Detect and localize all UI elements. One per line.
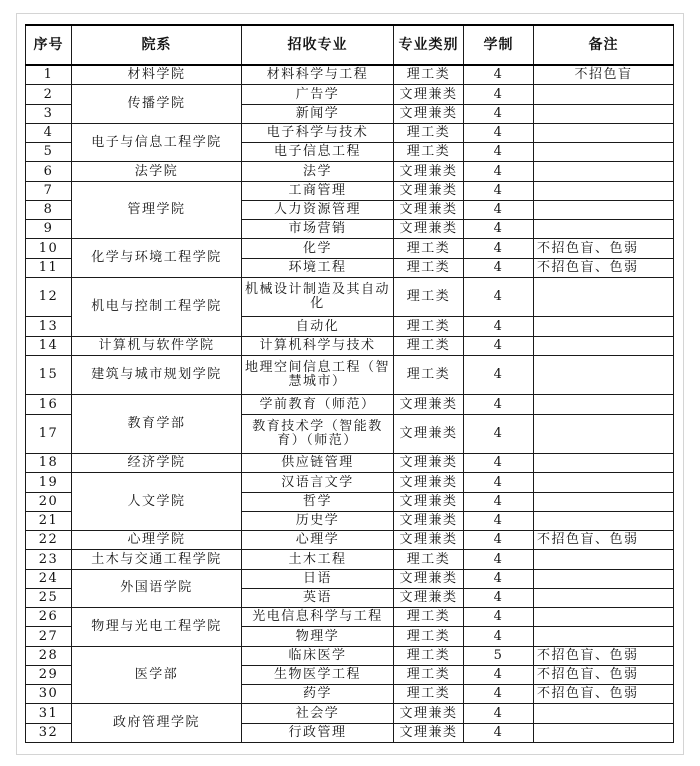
admissions-table xyxy=(25,24,674,743)
notes-cell xyxy=(534,414,674,454)
category-cell: 理工类 xyxy=(394,627,464,646)
category-cell: 文理兼类 xyxy=(394,454,464,473)
duration-cell: 4 xyxy=(464,492,534,511)
duration-cell: 4 xyxy=(464,627,534,646)
major-cell: 环境工程 xyxy=(242,258,394,277)
category-cell: 理工类 xyxy=(394,665,464,684)
category-cell: 理工类 xyxy=(394,123,464,142)
category-cell: 理工类 xyxy=(394,550,464,569)
duration-cell: 4 xyxy=(464,239,534,258)
table-row xyxy=(26,473,674,492)
table-row xyxy=(26,336,674,355)
major-cell: 工商管理 xyxy=(242,181,394,200)
category-cell: 文理兼类 xyxy=(394,492,464,511)
notes-cell: 不招色盲 xyxy=(534,65,674,85)
row-index: 4 xyxy=(26,123,72,142)
major-cell: 广告学 xyxy=(242,85,394,104)
row-index: 22 xyxy=(26,531,72,550)
notes-cell: 不招色盲、色弱 xyxy=(534,665,674,684)
category-cell: 文理兼类 xyxy=(394,162,464,181)
table-row xyxy=(26,550,674,569)
major-cell: 新闻学 xyxy=(242,104,394,123)
table-row xyxy=(26,239,674,258)
duration-cell: 4 xyxy=(464,395,534,414)
row-index: 21 xyxy=(26,511,72,530)
notes-cell xyxy=(534,723,674,742)
notes-cell xyxy=(534,511,674,530)
table-row xyxy=(26,65,674,85)
row-index: 19 xyxy=(26,473,72,492)
notes-cell xyxy=(534,569,674,588)
major-cell: 临床医学 xyxy=(242,646,394,665)
category-cell: 文理兼类 xyxy=(394,181,464,200)
notes-cell xyxy=(534,143,674,162)
table-row xyxy=(26,646,674,665)
header-index: 序号 xyxy=(26,25,72,65)
category-cell: 文理兼类 xyxy=(394,104,464,123)
row-index: 6 xyxy=(26,162,72,181)
major-cell: 生物医学工程 xyxy=(242,665,394,684)
notes-cell xyxy=(534,162,674,181)
table-row xyxy=(26,123,674,142)
table-row xyxy=(26,85,674,104)
notes-cell xyxy=(534,473,674,492)
major-cell: 人力资源管理 xyxy=(242,200,394,219)
major-cell: 土木工程 xyxy=(242,550,394,569)
row-index: 11 xyxy=(26,258,72,277)
row-index: 14 xyxy=(26,336,72,355)
duration-cell: 4 xyxy=(464,162,534,181)
category-cell: 文理兼类 xyxy=(394,569,464,588)
category-cell: 文理兼类 xyxy=(394,85,464,104)
major-cell: 电子信息工程 xyxy=(242,143,394,162)
row-index: 20 xyxy=(26,492,72,511)
major-cell: 教育技术学（智能教育）（师范） xyxy=(242,414,394,454)
department-cell: 土木与交通工程学院 xyxy=(72,550,242,569)
notes-cell: 不招色盲、色弱 xyxy=(534,531,674,550)
row-index: 32 xyxy=(26,723,72,742)
notes-cell: 不招色盲、色弱 xyxy=(534,685,674,704)
major-cell: 市场营销 xyxy=(242,220,394,239)
row-index: 26 xyxy=(26,608,72,627)
row-index: 12 xyxy=(26,277,72,317)
major-cell: 日语 xyxy=(242,569,394,588)
row-index: 17 xyxy=(26,414,72,454)
notes-cell xyxy=(534,704,674,723)
major-cell: 物理学 xyxy=(242,627,394,646)
row-index: 31 xyxy=(26,704,72,723)
table-row xyxy=(26,531,674,550)
table-header xyxy=(26,25,674,65)
row-index: 8 xyxy=(26,200,72,219)
table-row xyxy=(26,704,674,723)
row-index: 15 xyxy=(26,355,72,395)
category-cell: 理工类 xyxy=(394,646,464,665)
notes-cell xyxy=(534,550,674,569)
category-cell: 文理兼类 xyxy=(394,723,464,742)
major-cell: 哲学 xyxy=(242,492,394,511)
duration-cell: 4 xyxy=(464,85,534,104)
duration-cell: 4 xyxy=(464,317,534,336)
major-cell: 电子科学与技术 xyxy=(242,123,394,142)
table-body xyxy=(26,65,674,743)
duration-cell: 4 xyxy=(464,569,534,588)
table-row xyxy=(26,454,674,473)
row-index: 27 xyxy=(26,627,72,646)
duration-cell: 4 xyxy=(464,588,534,607)
category-cell: 理工类 xyxy=(394,143,464,162)
duration-cell: 4 xyxy=(464,181,534,200)
duration-cell: 4 xyxy=(464,550,534,569)
major-cell: 材料科学与工程 xyxy=(242,65,394,85)
header-department: 院系 xyxy=(72,25,242,65)
table-row xyxy=(26,181,674,200)
major-cell: 供应链管理 xyxy=(242,454,394,473)
department-cell: 计算机与软件学院 xyxy=(72,336,242,355)
category-cell: 文理兼类 xyxy=(394,473,464,492)
row-index: 13 xyxy=(26,317,72,336)
table-row xyxy=(26,395,674,414)
table-row xyxy=(26,608,674,627)
table-row xyxy=(26,355,674,395)
major-cell: 汉语言文学 xyxy=(242,473,394,492)
row-index: 25 xyxy=(26,588,72,607)
category-cell: 文理兼类 xyxy=(394,220,464,239)
duration-cell: 5 xyxy=(464,646,534,665)
category-cell: 文理兼类 xyxy=(394,414,464,454)
department-cell: 管理学院 xyxy=(72,181,242,239)
category-cell: 理工类 xyxy=(394,317,464,336)
duration-cell: 4 xyxy=(464,277,534,317)
category-cell: 理工类 xyxy=(394,239,464,258)
duration-cell: 4 xyxy=(464,258,534,277)
duration-cell: 4 xyxy=(464,123,534,142)
major-cell: 药学 xyxy=(242,685,394,704)
duration-cell: 4 xyxy=(464,336,534,355)
department-cell: 建筑与城市规划学院 xyxy=(72,355,242,395)
notes-cell xyxy=(534,395,674,414)
table-row xyxy=(26,277,674,317)
notes-cell xyxy=(534,220,674,239)
major-cell: 化学 xyxy=(242,239,394,258)
duration-cell: 4 xyxy=(464,220,534,239)
major-cell: 法学 xyxy=(242,162,394,181)
department-cell: 化学与环境工程学院 xyxy=(72,239,242,278)
category-cell: 理工类 xyxy=(394,277,464,317)
duration-cell: 4 xyxy=(464,143,534,162)
department-cell: 机电与控制工程学院 xyxy=(72,277,242,336)
notes-cell: 不招色盲、色弱 xyxy=(534,646,674,665)
row-index: 2 xyxy=(26,85,72,104)
major-cell: 光电信息科学与工程 xyxy=(242,608,394,627)
row-index: 9 xyxy=(26,220,72,239)
major-cell: 社会学 xyxy=(242,704,394,723)
duration-cell: 4 xyxy=(464,473,534,492)
duration-cell: 4 xyxy=(464,200,534,219)
duration-cell: 4 xyxy=(464,454,534,473)
notes-cell xyxy=(534,317,674,336)
department-cell: 教育学部 xyxy=(72,395,242,454)
major-cell: 历史学 xyxy=(242,511,394,530)
major-cell: 自动化 xyxy=(242,317,394,336)
department-cell: 政府管理学院 xyxy=(72,704,242,743)
major-cell: 学前教育（师范） xyxy=(242,395,394,414)
notes-cell xyxy=(534,492,674,511)
category-cell: 理工类 xyxy=(394,608,464,627)
duration-cell: 4 xyxy=(464,355,534,395)
category-cell: 理工类 xyxy=(394,336,464,355)
row-index: 1 xyxy=(26,65,72,85)
duration-cell: 4 xyxy=(464,414,534,454)
table-row xyxy=(26,569,674,588)
row-index: 24 xyxy=(26,569,72,588)
row-index: 28 xyxy=(26,646,72,665)
duration-cell: 4 xyxy=(464,608,534,627)
header-notes: 备注 xyxy=(534,25,674,65)
row-index: 29 xyxy=(26,665,72,684)
notes-cell xyxy=(534,123,674,142)
department-cell: 心理学院 xyxy=(72,531,242,550)
department-cell: 电子与信息工程学院 xyxy=(72,123,242,162)
department-cell: 经济学院 xyxy=(72,454,242,473)
duration-cell: 4 xyxy=(464,104,534,123)
duration-cell: 4 xyxy=(464,704,534,723)
major-cell: 心理学 xyxy=(242,531,394,550)
duration-cell: 4 xyxy=(464,665,534,684)
row-index: 30 xyxy=(26,685,72,704)
row-index: 23 xyxy=(26,550,72,569)
notes-cell xyxy=(534,454,674,473)
header-category: 专业类别 xyxy=(394,25,464,65)
major-cell: 机械设计制造及其自动化 xyxy=(242,277,394,317)
notes-cell xyxy=(534,588,674,607)
duration-cell: 4 xyxy=(464,65,534,85)
category-cell: 文理兼类 xyxy=(394,704,464,723)
notes-cell xyxy=(534,277,674,317)
category-cell: 文理兼类 xyxy=(394,395,464,414)
department-cell: 外国语学院 xyxy=(72,569,242,608)
row-index: 16 xyxy=(26,395,72,414)
category-cell: 理工类 xyxy=(394,355,464,395)
row-index: 10 xyxy=(26,239,72,258)
notes-cell xyxy=(534,104,674,123)
row-index: 18 xyxy=(26,454,72,473)
category-cell: 理工类 xyxy=(394,65,464,85)
department-cell: 人文学院 xyxy=(72,473,242,531)
category-cell: 文理兼类 xyxy=(394,531,464,550)
table-row xyxy=(26,162,674,181)
notes-cell: 不招色盲、色弱 xyxy=(534,239,674,258)
duration-cell: 4 xyxy=(464,531,534,550)
department-cell: 物理与光电工程学院 xyxy=(72,608,242,647)
category-cell: 文理兼类 xyxy=(394,588,464,607)
header-duration: 学制 xyxy=(464,25,534,65)
category-cell: 理工类 xyxy=(394,685,464,704)
category-cell: 文理兼类 xyxy=(394,511,464,530)
department-cell: 材料学院 xyxy=(72,65,242,85)
duration-cell: 4 xyxy=(464,723,534,742)
row-index: 7 xyxy=(26,181,72,200)
row-index: 3 xyxy=(26,104,72,123)
notes-cell xyxy=(534,336,674,355)
major-cell: 计算机科学与技术 xyxy=(242,336,394,355)
notes-cell xyxy=(534,181,674,200)
department-cell: 传播学院 xyxy=(72,85,242,124)
department-cell: 法学院 xyxy=(72,162,242,181)
notes-cell: 不招色盲、色弱 xyxy=(534,258,674,277)
category-cell: 文理兼类 xyxy=(394,200,464,219)
major-cell: 英语 xyxy=(242,588,394,607)
notes-cell xyxy=(534,627,674,646)
notes-cell xyxy=(534,85,674,104)
notes-cell xyxy=(534,200,674,219)
major-cell: 行政管理 xyxy=(242,723,394,742)
header-major: 招收专业 xyxy=(242,25,394,65)
row-index: 5 xyxy=(26,143,72,162)
major-cell: 地理空间信息工程（智慧城市） xyxy=(242,355,394,395)
category-cell: 理工类 xyxy=(394,258,464,277)
notes-cell xyxy=(534,355,674,395)
notes-cell xyxy=(534,608,674,627)
department-cell: 医学部 xyxy=(72,646,242,704)
duration-cell: 4 xyxy=(464,511,534,530)
duration-cell: 4 xyxy=(464,685,534,704)
